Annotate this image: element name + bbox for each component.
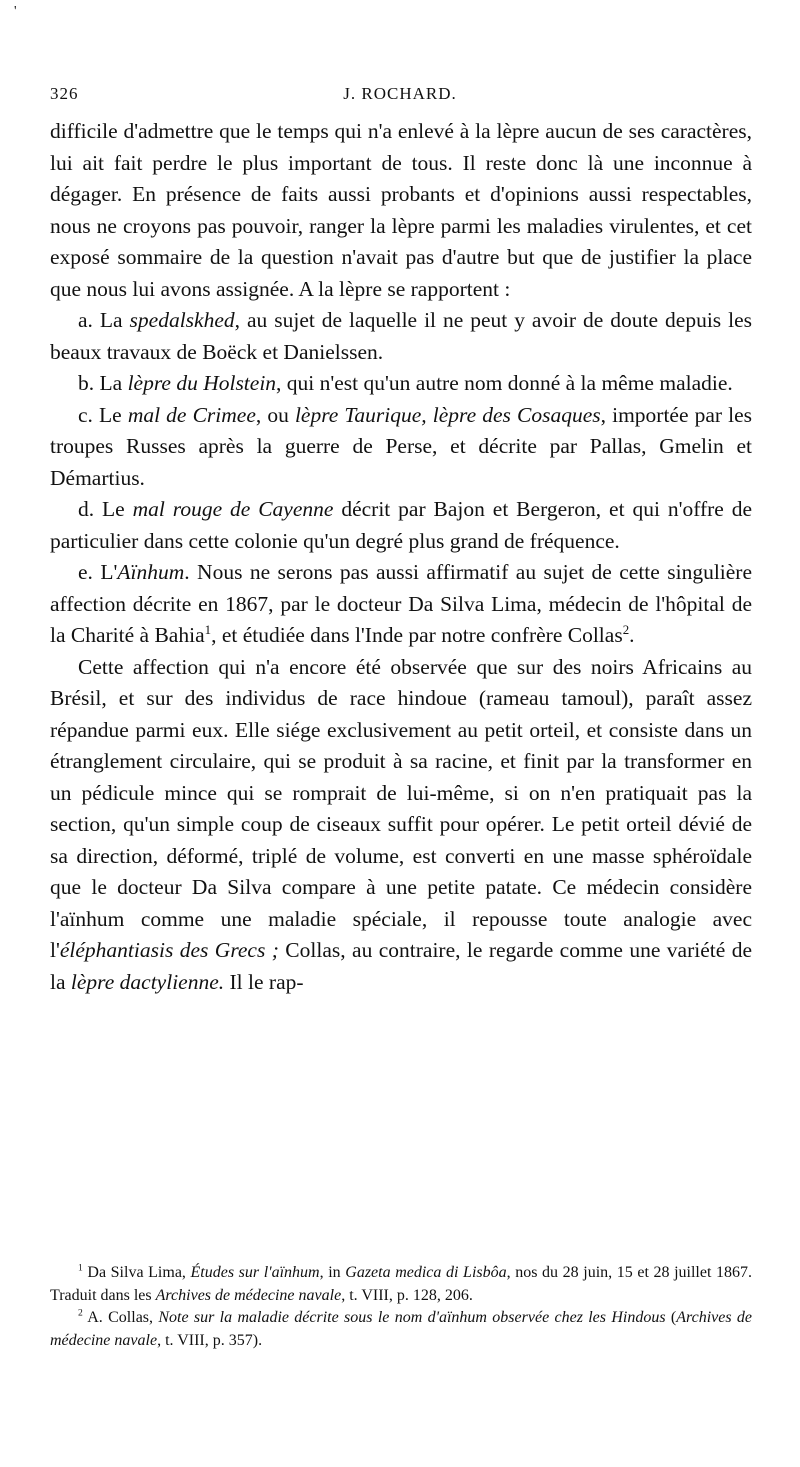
list-item-b: [50, 368, 752, 400]
footnote-text: , in: [319, 1264, 341, 1281]
item-text: , au sujet de laquelle il ne peut y avoir de doute depuis les beaux travaux de Boëck et Danielssen.: [50, 308, 753, 364]
item-term: Aïnhum: [117, 560, 185, 584]
item-pre: La: [99, 371, 123, 395]
item-letter: e.: [78, 560, 93, 584]
footnotes: [50, 1262, 752, 1352]
item-term: mal de Crimee: [127, 402, 256, 427]
paragraph-text: Cette affection qui n'a encore été observée que sur des noirs Africains au Brésil, et sur des individus de race hindoue (rameau tamoul), paraît assez répandue parmi eux. Elle siége exclusivement au petit orteil, et consiste dans un étranglement circulaire, qui se produit à sa racine, et finit par la transformer en un pédicule mince qui se romprait de lui-même, si on n'en pratiquait pas la section, qu'un simple coup de ciseaux suffit pour opérer. Le petit orteil dévié de sa direction, déformé, triplé de volume, est converti en une masse sphéroïdale que le docteur Da Silva compare à une petite patate. Ce médecin considère l'aïnhum comme une maladie spéciale, il repousse toute analogie avec l': [50, 654, 752, 962]
item-text: , qui n'est qu'un autre nom donné à la même maladie.: [276, 371, 733, 395]
item-pre: L': [100, 560, 118, 584]
footnote-archives: Archives de médecine navale: [155, 1286, 342, 1304]
item-term: lèpre du Holstein: [127, 371, 277, 395]
footnote-ref[interactable]: 2: [622, 622, 630, 637]
footnote-text: , t. VIII, p. 128, 206.: [341, 1286, 473, 1304]
footnote-text: (: [665, 1309, 677, 1326]
body-text: [50, 116, 752, 998]
item-term: spedalskhed: [129, 308, 235, 332]
item-letter: b.: [78, 371, 95, 395]
footnote-text: , t. VIII, p. 357).: [157, 1331, 263, 1349]
item-text: . Nous ne serons pas aussi affirmatif au sujet de cette singulière affection décrite en 1867, par le docteur Da Silva Lima, médecin de l'hôpital de la Charité à Bahia: [50, 560, 753, 647]
footnote-journal: Gazeta medica di Lisbôa: [345, 1264, 507, 1281]
item-letter: d.: [78, 497, 95, 521]
italic-term: lèpre dactylienne.: [70, 969, 225, 994]
item-text: .: [629, 623, 635, 647]
item-letter: a.: [78, 308, 93, 332]
item-text: , et étudiée dans l'Inde par notre confrère Collas: [211, 623, 623, 647]
footnote-text: A. Collas,: [87, 1309, 154, 1326]
footnote-mark: 1: [78, 1262, 83, 1274]
footnote-ref[interactable]: 1: [204, 622, 212, 637]
page-header: [50, 84, 750, 114]
paragraph-text: Il le rap-: [224, 969, 304, 994]
page-number: 326: [50, 84, 79, 103]
item-pre: Le: [102, 497, 125, 521]
list-item-c: [50, 400, 752, 495]
item-pre: Le: [99, 402, 122, 427]
italic-term: éléphantiasis des Grecs ;: [59, 938, 279, 962]
footnote-mark: 2: [78, 1307, 83, 1319]
list-item-d: [50, 494, 752, 557]
item-pre: La: [99, 308, 123, 332]
list-item-a: [50, 305, 752, 368]
footnote-2: [50, 1307, 752, 1352]
footnote-title: Études sur l'aïnhum: [190, 1264, 320, 1281]
corner-mark: ': [14, 4, 17, 19]
footnote-title: Note sur la maladie décrite sous le nom d'aïnhum observée chez les Hindous: [158, 1309, 666, 1326]
footnote-text: , nos du 28 juin, 15 et 28 juillet 1867. Traduit dans les: [50, 1264, 753, 1304]
item-text: décrit par Bajon et Bergeron, et qui n'offre de particulier dans cette colonie qu'un degré plus grand de fréquence.: [50, 497, 753, 553]
footnote-text: Da Silva Lima,: [87, 1264, 186, 1281]
item-term: lèpre Taurique, lèpre des Cosaques: [294, 402, 601, 427]
item-text: , importée par les troupes Russes après la guerre de Perse, et décrite par Pallas, Gmelin et Démartius.: [50, 402, 753, 490]
footnote-1: [50, 1262, 752, 1307]
paragraph-intro: difficile d'admettre que le temps qui n'a enlevé à la lèpre aucun de ses caractères, lui ait fait perdre le plus important de tous. Il reste donc là une inconnue à dégager. En présence de faits aussi probants et d'opinions aussi respectables, nous ne croyons pas pouvoir, ranger la lèpre parmi les maladies virulentes, et cet exposé sommaire de la question n'avait pas d'autre but que de justifier la place que nous lui avons assignée. A la lèpre se rapportent :: [50, 119, 752, 301]
item-term: mal rouge de Cayenne: [132, 497, 334, 521]
paragraph-text: Collas, au contraire, le regarde comme une variété de la: [50, 938, 752, 994]
footnote-archives: Archives de médecine navale: [50, 1309, 753, 1349]
item-letter: c.: [78, 402, 93, 427]
item-text: , ou: [255, 402, 289, 427]
running-head: J. ROCHARD.: [343, 84, 457, 103]
list-item-e: [50, 557, 752, 652]
paragraph-ainhum: [50, 652, 752, 999]
